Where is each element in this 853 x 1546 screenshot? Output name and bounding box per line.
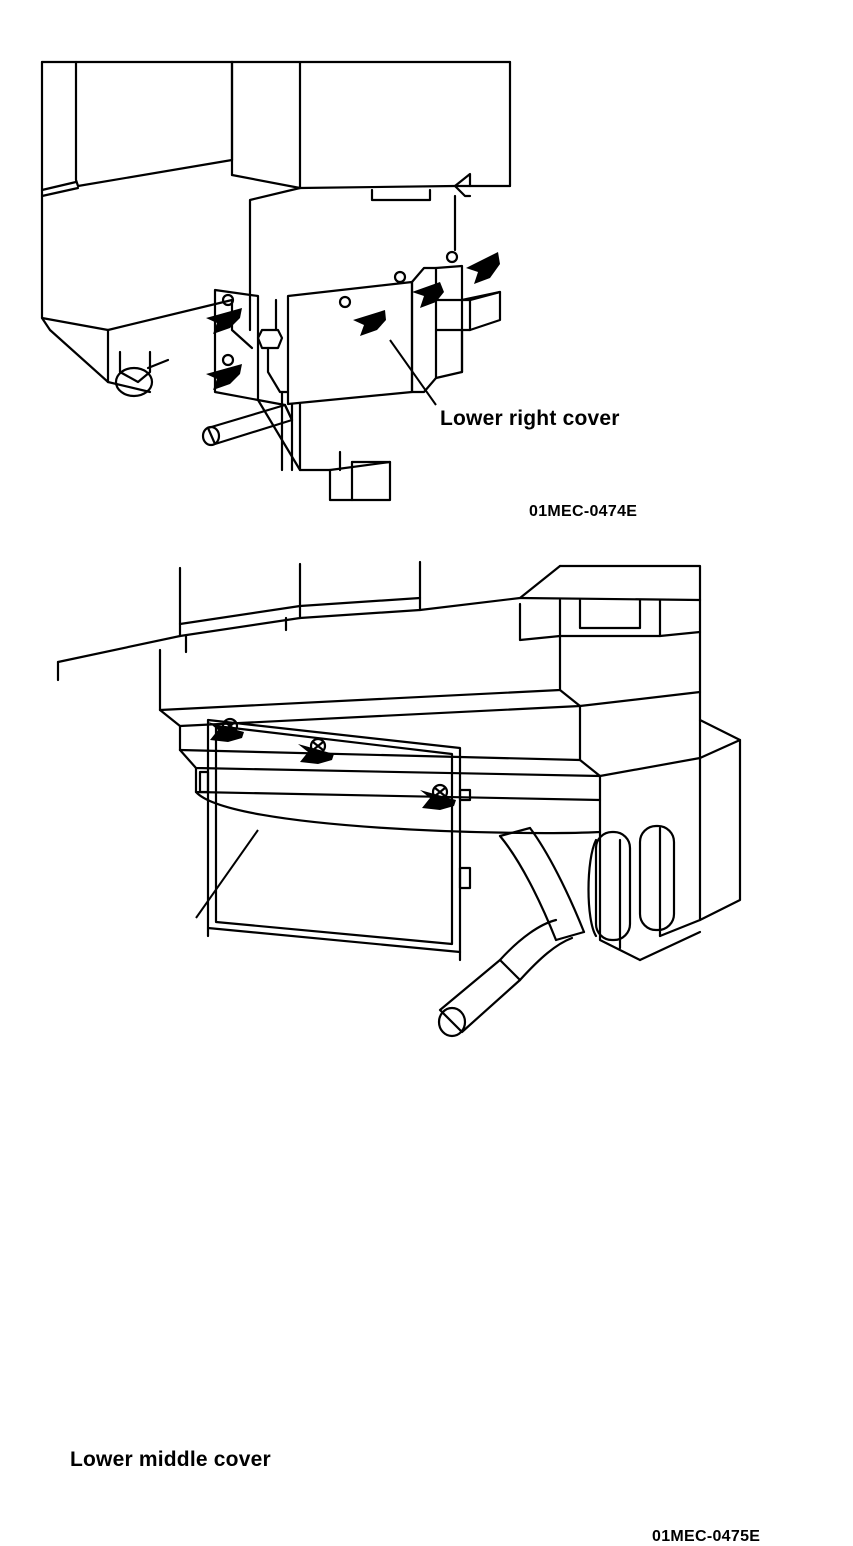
- figure-lower-middle-cover: [0, 540, 853, 1545]
- figure-code-0474e: 01MEC-0474E: [529, 503, 638, 520]
- figure-code-0475e: 01MEC-0475E: [652, 1528, 761, 1545]
- figure-caption-lower-middle-cover: Lower middle cover: [70, 1448, 271, 1471]
- figure-caption-lower-right-cover: Lower right cover: [440, 407, 620, 430]
- lower-right-cover-illustration: [0, 0, 853, 540]
- lower-middle-cover-illustration: [0, 540, 853, 1060]
- figure-lower-right-cover: [0, 0, 853, 540]
- caption-leader-line: [196, 830, 258, 918]
